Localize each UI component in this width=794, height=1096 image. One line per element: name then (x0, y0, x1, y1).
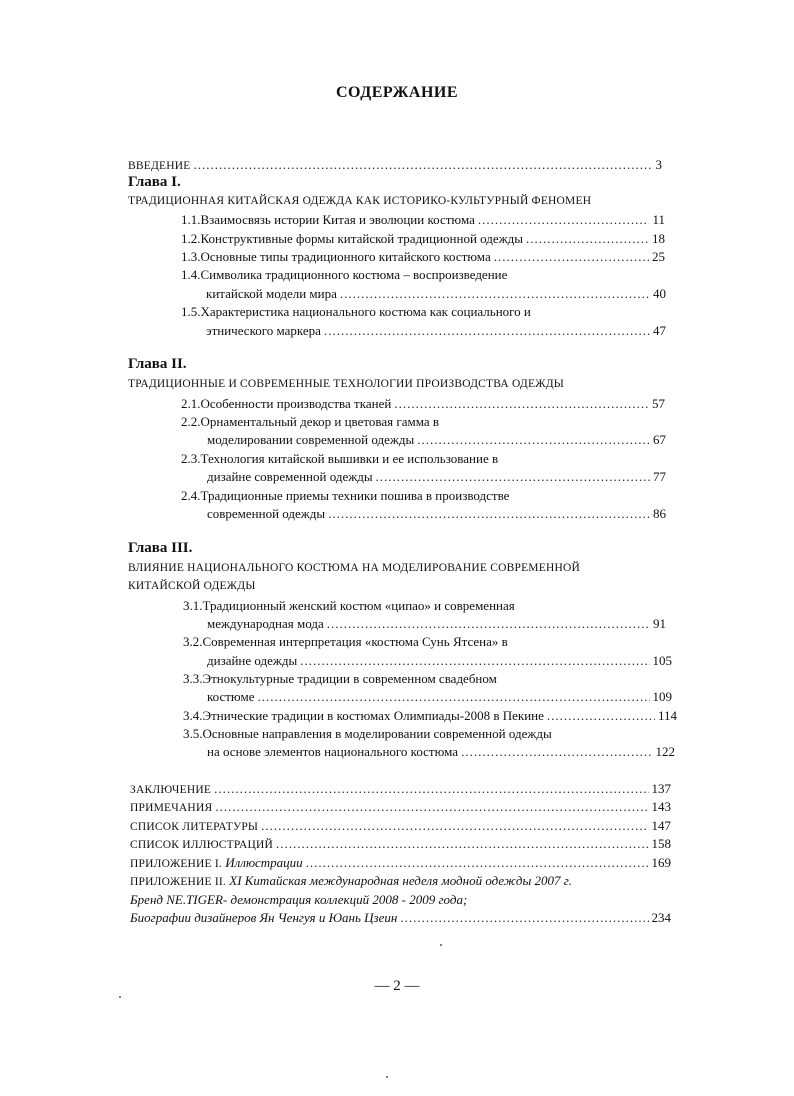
toc-entry-appendix-2-cont: Бренд NE.TIGER- демонстрация коллекций 2008 - 2009 года; (130, 892, 468, 907)
scan-speck (440, 944, 442, 946)
toc-entry-line2: костюме ..... 109 (207, 689, 672, 705)
toc-entry-line1: 1.5.Характеристика национального костюма как социального и (181, 304, 531, 319)
toc-entry-line1: 3.2.Современная интерпретация «костюма Сунь Ятсена» в (183, 634, 508, 649)
toc-entry: 1.1.Взаимосвязь истории Китая и эволюции костюма ..... 11 (181, 212, 665, 228)
toc-entry-conclusion: ЗАКЛЮЧЕНИЕ ..... 137 (130, 781, 671, 797)
toc-entry-line2: этнического маркера ..... 47 (206, 323, 666, 339)
toc-entry-appendix-1: ПРИЛОЖЕНИЕ I. Иллюстрации ..... 169 (130, 855, 671, 871)
chapter-3-subtitle: ВЛИЯНИЕ НАЦИОНАЛЬНОГО КОСТЮМА НА МОДЕЛИРОВАНИЕ СОВРЕМЕННОЙ (128, 562, 580, 574)
chapter-1-subtitle: ТРАДИЦИОННАЯ КИТАЙСКАЯ ОДЕЖДА КАК ИСТОРИКО-КУЛЬТУРНЫЙ ФЕНОМЕН (128, 195, 592, 207)
toc-entry-line2: китайской модели мира ..... 40 (206, 286, 666, 302)
toc-entry-notes: ПРИМЕЧАНИЯ ..... 143 (130, 799, 671, 815)
toc-entry-line2: современной одежды ..... 86 (207, 506, 666, 522)
toc-entry-line2: дизайне современной одежды ..... 77 (207, 469, 666, 485)
toc-entry-line1: 1.4.Символика традиционного костюма – воспроизведение (181, 267, 508, 282)
toc-entry-line1: 2.4.Традиционные приемы техники пошива в производстве (181, 488, 510, 503)
toc-entry: 3.4.Этнические традиции в костюмах Олимпиады-2008 в Пекине ..... 114 (183, 708, 677, 724)
page-number: — 2 — (374, 978, 420, 994)
chapter-2-heading: Глава II. (128, 356, 187, 372)
toc-entry-appendix-2-end: Биографии дизайнеров Ян Ченгуя и Юань Цзеин ..... 234 (130, 910, 671, 926)
entry-label: ВВЕДЕНИЕ (128, 160, 191, 172)
toc-entry-bibliography: СПИСОК ЛИТЕРАТУРЫ ..... 147 (130, 818, 671, 834)
scan-speck (119, 996, 121, 998)
toc-entry-intro (128, 157, 662, 173)
chapter-3-subtitle-cont: КИТАЙСКОЙ ОДЕЖДЫ (128, 580, 256, 592)
page-title: СОДЕРЖАНИЕ (335, 84, 459, 101)
toc-entry-line2: международная мода ..... 91 (207, 616, 666, 632)
entry-page: 3 (655, 157, 662, 172)
toc-entry-line1: 3.5.Основные направления в моделировании современной одежды (183, 726, 552, 741)
toc-entry-appendix-2: ПРИЛОЖЕНИЕ II. XI Китайская международная неделя модной одежды 2007 г. (130, 873, 572, 888)
chapter-3-heading: Глава III. (128, 540, 193, 556)
toc-entry: 1.2.Конструктивные формы китайской традиционной одежды ..... 18 (181, 231, 665, 247)
toc-entry: 2.1.Особенности производства тканей ..... 57 (181, 396, 665, 412)
toc-entry-line1: 2.2.Орнаментальный декор и цветовая гамма в (181, 414, 439, 429)
toc-entry-line2: моделировании современной одежды ..... 67 (207, 432, 666, 448)
chapter-1-heading: Глава I. (128, 174, 181, 190)
toc-entry-line2: на основе элементов национального костюма ..... 122 (207, 744, 675, 760)
toc-entry-line2: дизайне одежды ..... 105 (207, 653, 672, 669)
scan-speck (386, 1076, 388, 1078)
toc-entry-line1: 3.3.Этнокультурные традиции в современном свадебном (183, 671, 497, 686)
toc-entry: 1.3.Основные типы традиционного китайского костюма ..... 25 (181, 249, 665, 265)
toc-entry-line1: 3.1.Традиционный женский костюм «ципао» и современная (183, 598, 515, 613)
chapter-2-subtitle: ТРАДИЦИОННЫЕ И СОВРЕМЕННЫЕ ТЕХНОЛОГИИ ПРОИЗВОДСТВА ОДЕЖДЫ (128, 378, 564, 390)
toc-entry-line1: 2.3.Технология китайской вышивки и ее использование в (181, 451, 499, 466)
toc-entry-illustrations: СПИСОК ИЛЛЮСТРАЦИЙ ..... 158 (130, 836, 671, 852)
